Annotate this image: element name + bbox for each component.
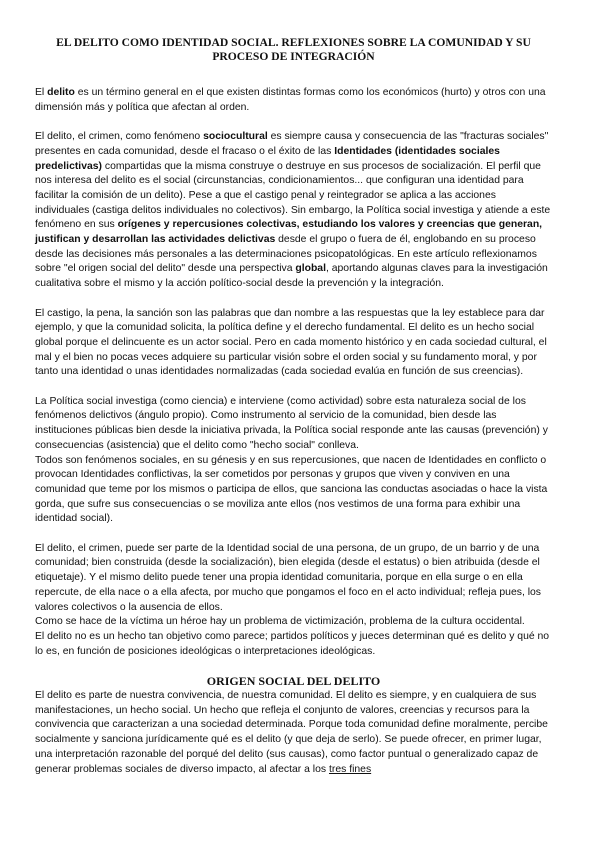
- paragraph-victimizacion: Como se hace de la víctima un héroe hay un problema de victimización, problema de la cultura occidental.: [35, 616, 525, 628]
- text-run: El: [35, 87, 48, 98]
- bold-term-global: global: [295, 263, 326, 275]
- bold-term-delito: delito: [47, 87, 75, 98]
- paragraph-fenomenos-sociales: Todos son fenómenos sociales, en su génesis y en sus repercusiones, que nacen de Identidades en conflicto o provocan Identidades conflictivas, la ser cometidos por personas y grupos que viven y conviven en una comunidad que teme por los mismos o participa de ellos, que sanciona las conductas asociadas o hace la vista gorda, que sufre sus consecuencias o se moviliza ante ellos (nos vestimos de una forma para exhibir una identidad social).: [35, 454, 548, 525]
- text-run: compartidas que la misma construye o destruye en sus procesos de socialización. El perfil que nos interesa del delito es el social (circunstancias, condicionamientos... que configuran una identidad para facilitar la comisión de un delito). Pese a que el castigo penal y reintegrador se aplica a las acciones individuales (castiga delitos individuales no colectivos). Sin embargo, la Política social investiga y atiende a este fenómeno en sus: [35, 160, 551, 231]
- paragraph-intro: [35, 86, 552, 115]
- paragraph-sociocultural: [35, 130, 552, 292]
- paragraph-castigo: El castigo, la pena, la sanción son las palabras que dan nombre a las respuestas que la ley establece para dar ejemplo, y que la comunidad solicita, la política define y el derecho fundamental. El delito es un hecho social global porque el delincuente es un actor social. Pero en cada momento histórico y en cada sociedad cultural, el mal y el bien no pocas veces adquiere su particular visión sobre el orden social y su fundamento moral, y por tanto una identidad o unas identidades normalizadas (cada sociedad evalúa en función de sus creencias).: [35, 307, 547, 378]
- document-title: EL DELITO COMO IDENTIDAD SOCIAL. REFLEXIONES SOBRE LA COMUNIDAD Y SU PROCESO DE INTEGRACIÓN: [56, 36, 531, 63]
- text-run: desde el grupo o fuera de él, englobando en su proceso desde las decisiones más personales a las determinaciones psicopatológicas. En este artículo reflexionamos sobre "el origen social del delito" desde una perspectiva: [35, 234, 537, 275]
- underlined-tres-fines: tres fines: [328, 763, 372, 775]
- text-run: El delito, el crimen, como fenómeno: [35, 131, 204, 143]
- paragraph-origen-social: [35, 689, 552, 777]
- text-run: es siempre causa y consecuencia de las "fracturas sociales" presentes en cada comunidad, desde el fracaso o el éxito de las: [35, 131, 549, 157]
- paragraph-politica-social: La Política social investiga (como ciencia) e interviene (como actividad) sobre esta naturaleza social de los fenómenos delictivos (ángulo propio). Como instrumento al servicio de la comunidad, bien desde las instituciones públicas bien desde la iniciativa privada, la Política social responde ante las causas (prevención) y consecuencias (asistencia) que el delito como "hecho social" conlleva.: [35, 395, 548, 451]
- paragraph-identidad-social: El delito, el crimen, puede ser parte de la Identidad social de una persona, de un grupo, de un barrio y de una comunidad; bien construida (desde la socialización), bien elegida (desde el estatus) o bien atribuida (desde el etiquetaje). Y el mismo delito puede tener una propia identidad comunitaria, porque en ella surge o en ella repercute, de ella nace o a ella afecta, por mucho que pongamos el foco en el acto individual; refleja pues, los valores colectivos o la ausencia de ellos.: [35, 542, 541, 613]
- text-run: es un término general en el que existen distintas formas como los económicos (hurto) y otros con una dimensión más y política que afectan al orden.: [35, 87, 546, 113]
- bold-term-origenes: orígenes y repercusiones colectivas, estudiando los valores y creencias que generan, justifican y desarrollan las actividades delictivas: [35, 219, 543, 246]
- bold-term-sociocultural: sociocultural: [203, 131, 268, 143]
- section-heading: ORIGEN SOCIAL DEL DELITO: [206, 674, 381, 689]
- text-run: , aportando algunas claves para la investigación cualitativa sobre el mismo y la acción político-social desde la prevención y la integración.: [35, 263, 548, 290]
- paragraph-objetividad: El delito no es un hecho tan objetivo como parece; partidos políticos y jueces determinan qué es delito y qué no lo es, en función de posiciones ideológicas o interpretaciones ideológicas.: [35, 630, 550, 657]
- text-run: El delito es parte de nuestra convivencia, de nuestra comunidad. El delito es siempre, y en cualquiera de sus manifestaciones, un hecho social. Un hecho que refleja el conjunto de valores, creencias y recursos para la convivencia que caracterizan a una sociedad determinada. Porque toda comunidad define moralmente, percibe socialmente y sanciona jurídicamente qué es el delito (y que deja de serlo). Se puede ofrecer, en primer lugar, una interpretación razonable del porqué del delito (sus causas), como factor puntual o generalizado capaz de generar problemas sociales de diverso impacto, al afectar a los: [35, 690, 548, 775]
- bold-term-identidades: Identidades (identidades sociales predelictivas): [35, 145, 500, 172]
